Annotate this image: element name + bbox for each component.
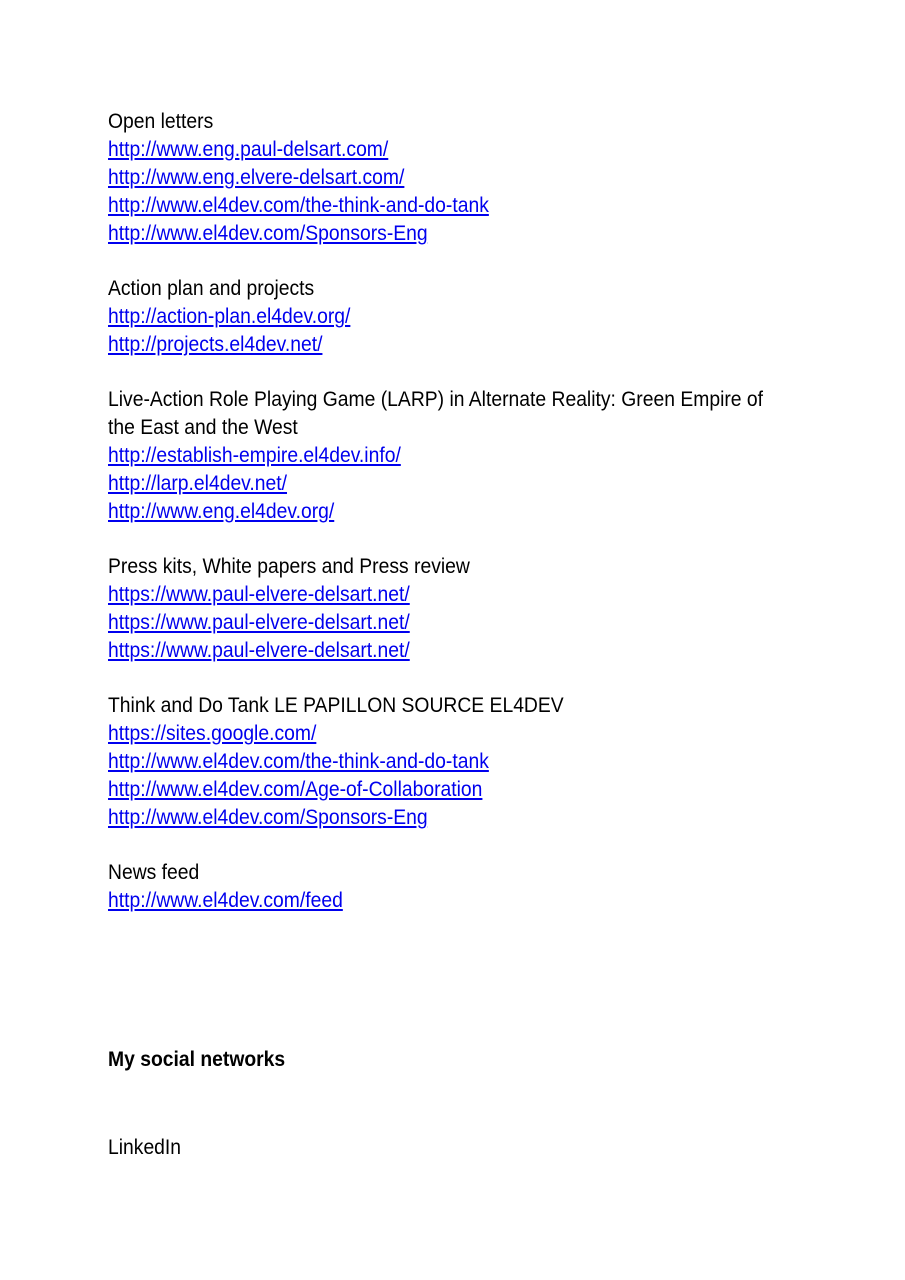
linkedin-label: LinkedIn (108, 1136, 182, 1159)
section-heading: Open letters (108, 110, 214, 133)
section-heading: News feed (108, 861, 200, 884)
link-think-and-do-tank[interactable]: http://www.el4dev.com/the-think-and-do-tank (108, 194, 489, 217)
section-press-kits (108, 553, 808, 665)
section-open-letters (108, 108, 808, 248)
section-news-feed (108, 859, 808, 915)
spacer (108, 1074, 808, 1134)
link-larp[interactable]: http://larp.el4dev.net/ (108, 472, 288, 495)
section-action-plan (108, 275, 808, 359)
link-press-1[interactable]: https://www.paul-elvere-delsart.net/ (108, 583, 410, 606)
section-heading: Think and Do Tank LE PAPILLON SOURCE EL4DEV (108, 694, 564, 717)
social-networks-title: My social networks (108, 1048, 286, 1071)
link-projects[interactable]: http://projects.el4dev.net/ (108, 333, 323, 356)
link-paul-delsart[interactable]: http://www.eng.paul-delsart.com/ (108, 138, 389, 161)
link-establish-empire[interactable]: http://establish-empire.el4dev.info/ (108, 444, 401, 467)
section-heading-line-2: the East and the West (108, 416, 298, 439)
link-sponsors-eng[interactable]: http://www.el4dev.com/Sponsors-Eng (108, 806, 428, 829)
spacer (108, 942, 808, 1046)
link-elvere-delsart[interactable]: http://www.eng.elvere-delsart.com/ (108, 166, 405, 189)
section-larp (108, 386, 808, 526)
link-sponsors-eng[interactable]: http://www.el4dev.com/Sponsors-Eng (108, 222, 428, 245)
link-think-and-do-tank[interactable]: http://www.el4dev.com/the-think-and-do-tank (108, 750, 489, 773)
section-think-and-do-tank (108, 692, 808, 832)
link-age-of-collaboration[interactable]: http://www.el4dev.com/Age-of-Collaboration (108, 778, 483, 801)
section-heading: Press kits, White papers and Press review (108, 555, 470, 578)
link-press-2[interactable]: https://www.paul-elvere-delsart.net/ (108, 611, 410, 634)
document-page (108, 108, 808, 1162)
section-heading: Action plan and projects (108, 277, 315, 300)
link-action-plan[interactable]: http://action-plan.el4dev.org/ (108, 305, 351, 328)
link-press-3[interactable]: https://www.paul-elvere-delsart.net/ (108, 639, 410, 662)
link-feed[interactable]: http://www.el4dev.com/feed (108, 889, 343, 912)
link-eng-el4dev-org[interactable]: http://www.eng.el4dev.org/ (108, 500, 335, 523)
link-google-sites[interactable]: https://sites.google.com/ (108, 722, 317, 745)
section-heading-line-1: Live-Action Role Playing Game (LARP) in Alternate Reality: Green Empire of (108, 388, 764, 411)
